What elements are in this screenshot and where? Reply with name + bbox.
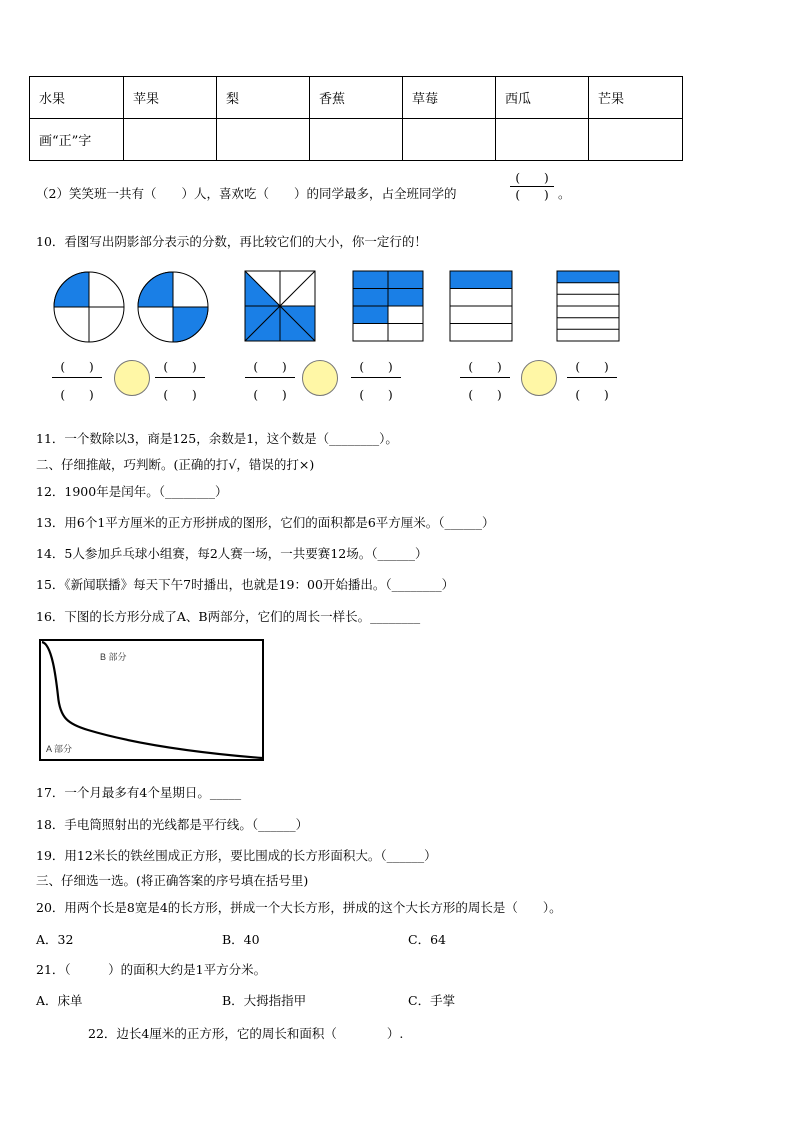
table-cell[interactable]	[124, 119, 217, 161]
fraction-top: ( )	[575, 360, 609, 374]
fraction-bottom: ( )	[163, 388, 197, 402]
question-14: 14．5人参加乒乓球小组赛，每2人赛一场，一共要赛12场。（______）	[36, 546, 428, 561]
question-15: 15．《新闻联播》每天下午7时播出，也就是19：00开始播出。（________）	[36, 577, 455, 592]
period: 。	[558, 186, 571, 201]
option-c[interactable]: C．64	[408, 932, 446, 947]
label-part-b: B 部分	[100, 652, 127, 662]
table-cell: 梨	[217, 77, 310, 119]
fraction-blank[interactable]	[567, 358, 617, 400]
fraction-bottom: ( )	[468, 388, 502, 402]
fraction-blank[interactable]	[351, 358, 401, 400]
rectangle-ab-figure	[38, 638, 266, 764]
table-cell[interactable]	[496, 119, 589, 161]
fraction-bottom: ( )	[575, 388, 609, 402]
table-row	[30, 119, 683, 161]
section-2-heading: 二、仔细推敲，巧判断。(正确的打√，错误的打×)	[36, 457, 315, 472]
table-cell: 画“正”字	[30, 119, 124, 161]
table-cell[interactable]	[217, 119, 310, 161]
square-grid	[352, 270, 426, 344]
fraction-answer[interactable]	[510, 170, 554, 203]
fraction-blank[interactable]	[460, 358, 510, 400]
question-12: 12．1900年是闰年。（________）	[36, 484, 228, 499]
fraction-blank[interactable]	[245, 358, 295, 400]
question-22: 22．边长4厘米的正方形，它的周长和面积（ ）.	[88, 1026, 404, 1041]
table-cell[interactable]	[403, 119, 496, 161]
fruit-tally-table	[29, 76, 683, 161]
rect-six-strips	[556, 270, 622, 344]
option-b[interactable]: B．大拇指指甲	[222, 993, 307, 1008]
fraction-top: ( )	[468, 360, 502, 374]
square-triangles	[244, 270, 318, 344]
fraction-bottom: ( )	[253, 388, 287, 402]
question-18: 18．手电筒照射出的光线都是平行线。（______）	[36, 817, 309, 832]
table-cell[interactable]	[310, 119, 403, 161]
table-cell[interactable]	[589, 119, 683, 161]
option-a[interactable]: A．32	[36, 932, 74, 947]
compare-circle[interactable]	[302, 360, 338, 396]
compare-circle[interactable]	[521, 360, 557, 396]
circle-quarter-shaded	[52, 270, 126, 344]
fraction-blank[interactable]	[52, 358, 102, 400]
question-19: 19．用12米长的铁丝围成正方形，要比围成的长方形面积大。（______）	[36, 848, 437, 863]
fraction-numerator: ( )	[515, 171, 549, 185]
circle-half-shaded	[136, 270, 210, 344]
fraction-top: ( )	[359, 360, 393, 374]
table-row	[30, 77, 683, 119]
question-20: 20．用两个长是8宽是4的长方形，拼成一个大长方形，拼成的这个大长方形的周长是（ ）。	[36, 900, 562, 915]
option-c[interactable]: C．手掌	[408, 993, 456, 1008]
table-cell: 苹果	[124, 77, 217, 119]
question-11: 11．一个数除以3，商是125，余数是1，这个数是（________）。	[36, 431, 398, 446]
fraction-top: ( )	[253, 360, 287, 374]
fraction-bottom: ( )	[359, 388, 393, 402]
option-b[interactable]: B．40	[222, 932, 260, 947]
fraction-top: ( )	[60, 360, 94, 374]
question-17: 17．一个月最多有4个星期日。_____	[36, 785, 242, 800]
question-13: 13．用6个1平方厘米的正方形拼成的图形，它们的面积都是6平方厘米。（______）	[36, 515, 495, 530]
table-cell: 芒果	[589, 77, 683, 119]
table-cell: 西瓜	[496, 77, 589, 119]
table-cell: 香蕉	[310, 77, 403, 119]
fraction-bottom: ( )	[60, 388, 94, 402]
fraction-blank[interactable]	[155, 358, 205, 400]
question-9-2	[36, 184, 456, 202]
fraction-denominator: ( )	[515, 188, 549, 202]
fraction-top: ( )	[163, 360, 197, 374]
section-3-heading: 三、仔细选一选。(将正确答案的序号填在括号里)	[36, 873, 309, 888]
rect-four-strips	[449, 270, 515, 344]
option-a[interactable]: A．床单	[36, 993, 83, 1008]
question-10: 10．看图写出阴影部分表示的分数，再比较它们的大小，你一定行的！	[36, 234, 427, 249]
question-16: 16．下图的长方形分成了A、B两部分，它们的周长一样长。________	[36, 609, 421, 624]
question-text: （2）笑笑班一共有（ ）人，喜欢吃（ ）的同学最多，占全班同学的	[36, 186, 457, 201]
table-cell: 草莓	[403, 77, 496, 119]
question-21: 21．（ ）的面积大约是1平方分米。	[36, 962, 267, 977]
label-part-a: A 部分	[46, 744, 73, 754]
compare-circle[interactable]	[114, 360, 150, 396]
table-cell: 水果	[30, 77, 124, 119]
